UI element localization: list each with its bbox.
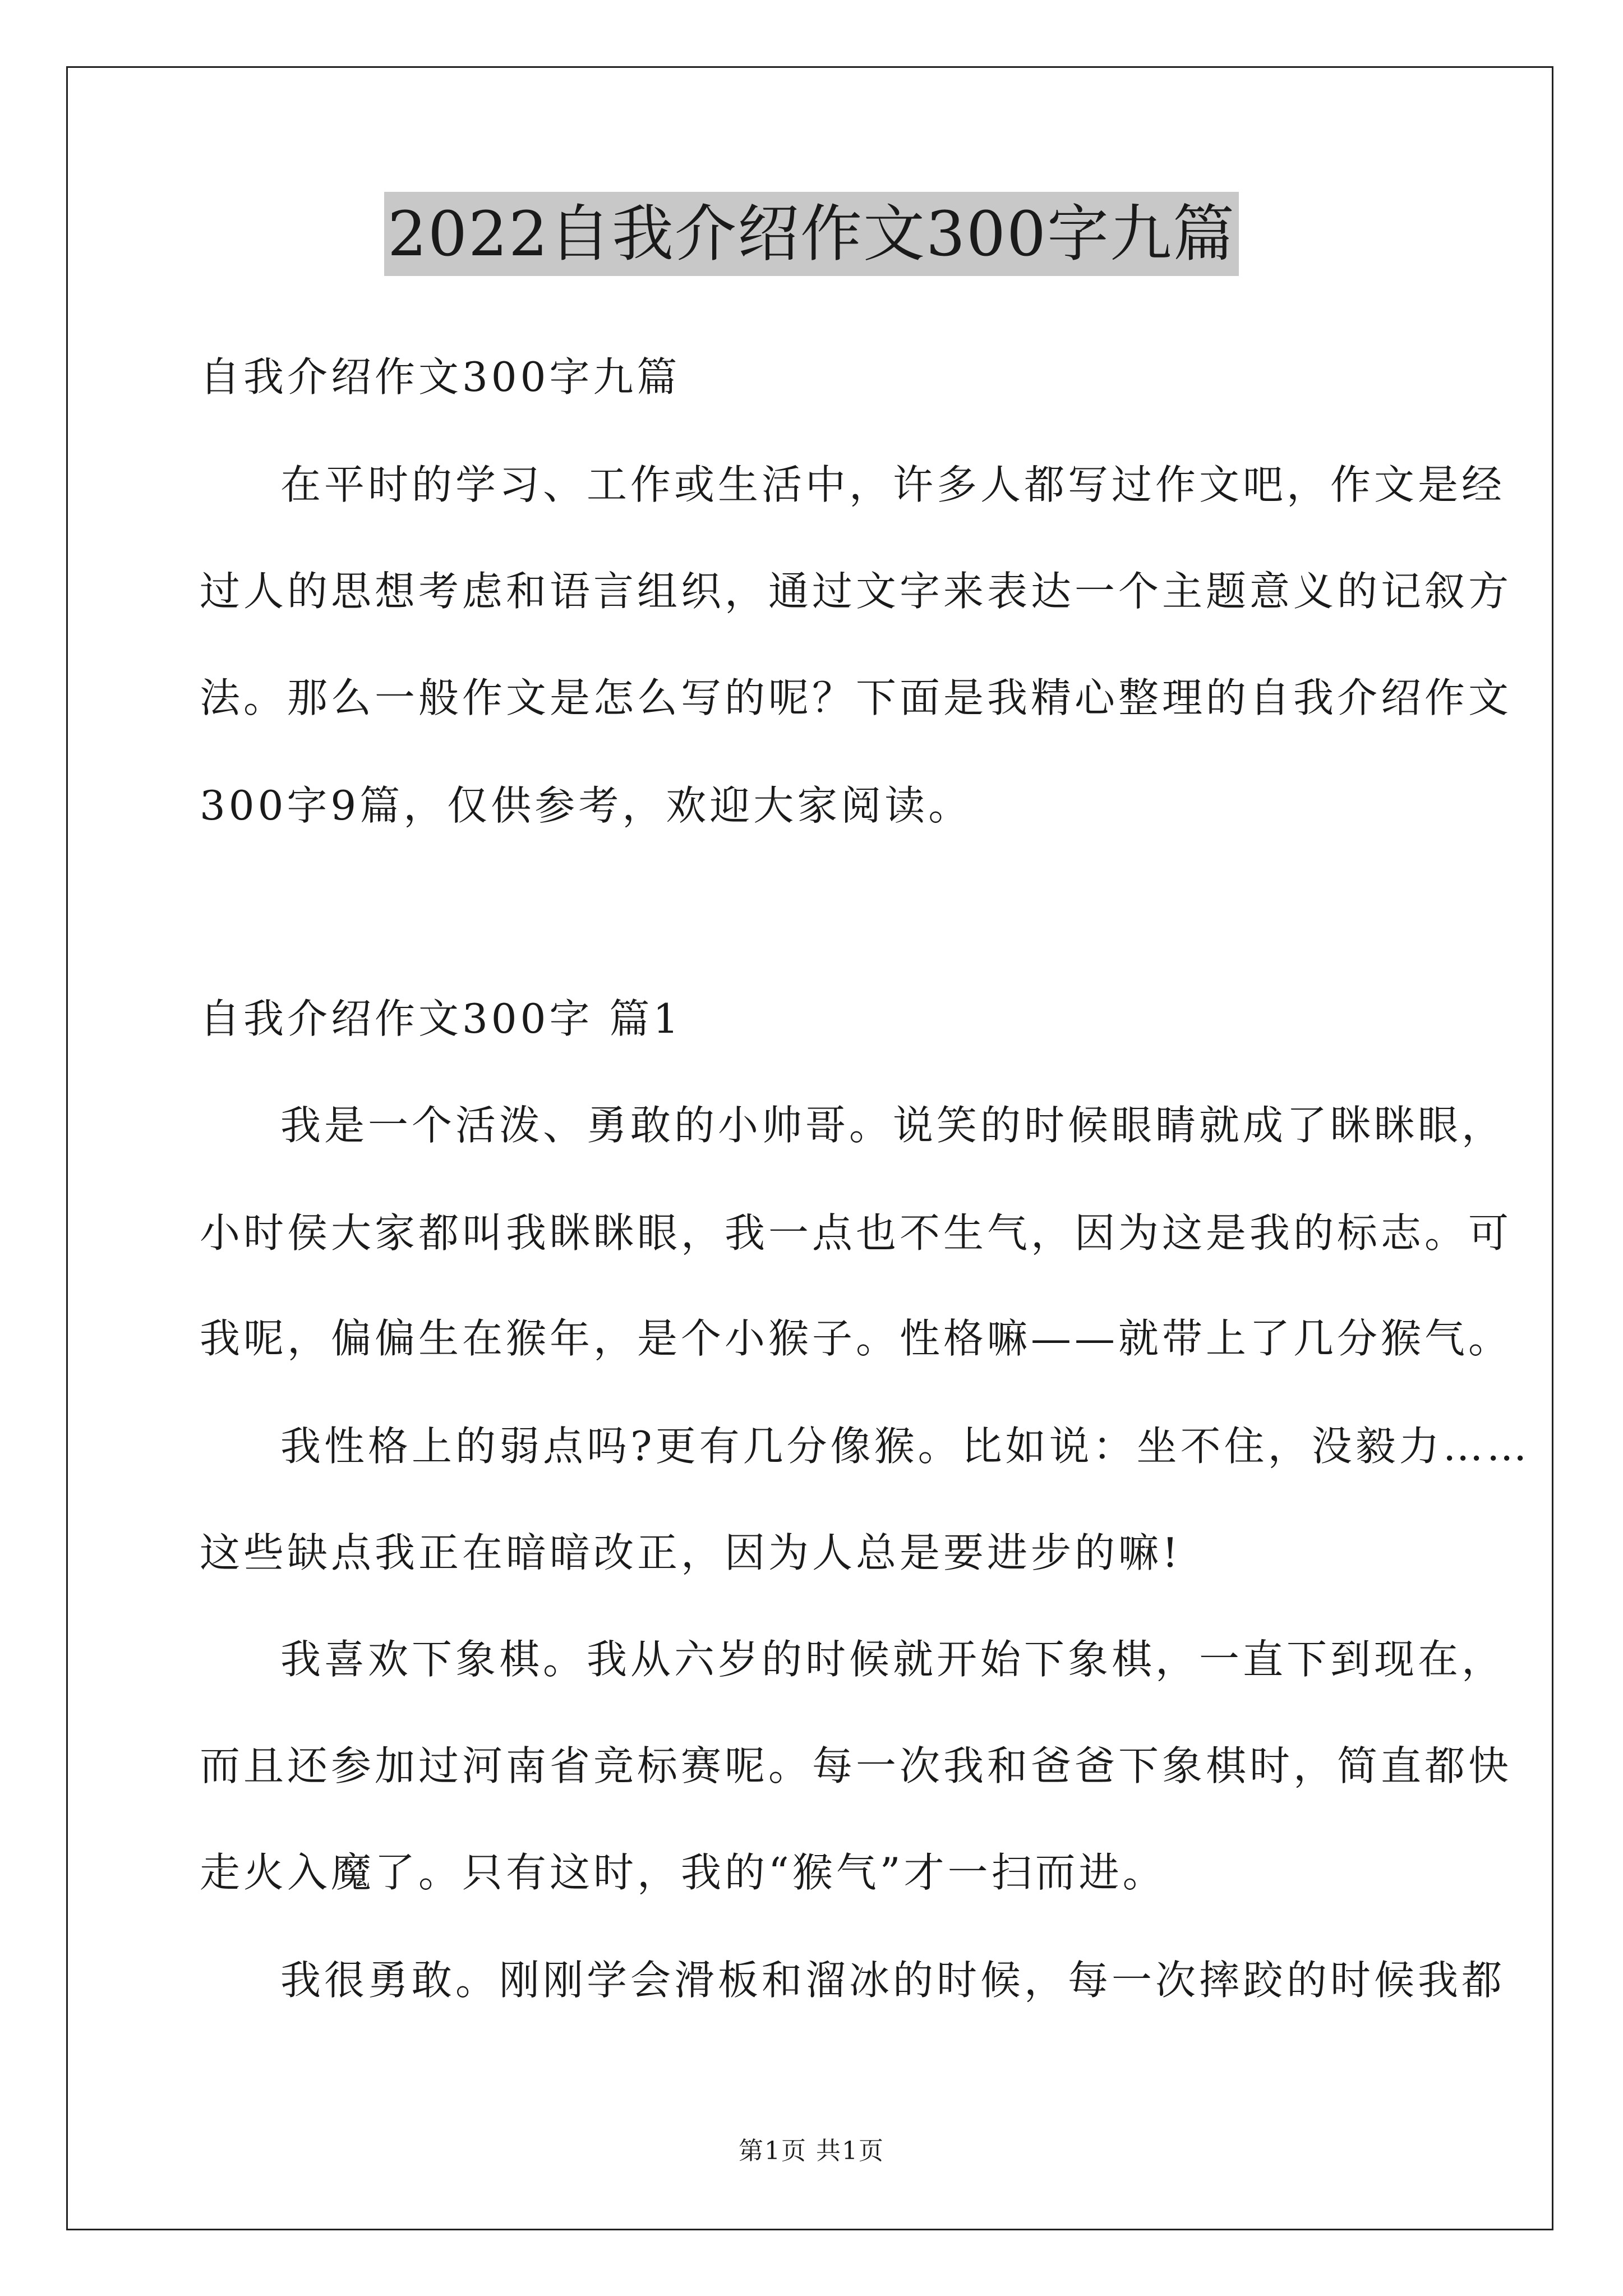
document-title: 2022自我介绍作文300字九篇 bbox=[384, 192, 1239, 276]
section-heading: 自我介绍作文300字 篇1 bbox=[200, 995, 683, 1042]
body-line-7: 而且还参加过河南省竞标赛呢。每一次我和爸爸下象棋时，简直都快 bbox=[200, 1742, 1513, 1789]
body-line-4: 我性格上的弱点吗?更有几分像猴。比如说：坐不住，没毅力…… bbox=[280, 1423, 1530, 1470]
intro-line-1: 在平时的学习、工作或生活中，许多人都写过作文吧，作文是经 bbox=[280, 461, 1506, 508]
document-subtitle: 自我介绍作文300字九篇 bbox=[200, 353, 681, 401]
body-line-3: 我呢，偏偏生在猴年，是个小猴子。性格嘛——就带上了几分猴气。 bbox=[200, 1315, 1513, 1362]
intro-line-3: 法。那么一般作文是怎么写的呢？下面是我精心整理的自我介绍作文 bbox=[200, 674, 1513, 721]
intro-line-2: 过人的思想考虑和语言组织，通过文字来表达一个主题意义的记叙方 bbox=[200, 568, 1513, 615]
intro-line-4: 300字9篇，仅供参考，欢迎大家阅读。 bbox=[200, 782, 972, 829]
page-footer: 第1页 共1页 bbox=[739, 2137, 884, 2165]
title-container bbox=[0, 192, 1623, 276]
body-line-8: 走火入魔了。只有这时，我的“猴气”才一扫而进。 bbox=[200, 1849, 1166, 1896]
body-line-2: 小时侯大家都叫我眯眯眼，我一点也不生气，因为这是我的标志。可 bbox=[200, 1209, 1513, 1257]
body-line-6: 我喜欢下象棋。我从六岁的时候就开始下象棋，一直下到现在， bbox=[280, 1636, 1506, 1683]
body-line-9: 我很勇敢。刚刚学会滑板和溜冰的时候，每一次摔跤的时候我都 bbox=[280, 1957, 1506, 2004]
body-line-1: 我是一个活泼、勇敢的小帅哥。说笑的时候眼睛就成了眯眯眼， bbox=[280, 1102, 1506, 1149]
body-line-5: 这些缺点我正在暗暗改正，因为人总是要进步的嘛! bbox=[200, 1529, 1182, 1576]
